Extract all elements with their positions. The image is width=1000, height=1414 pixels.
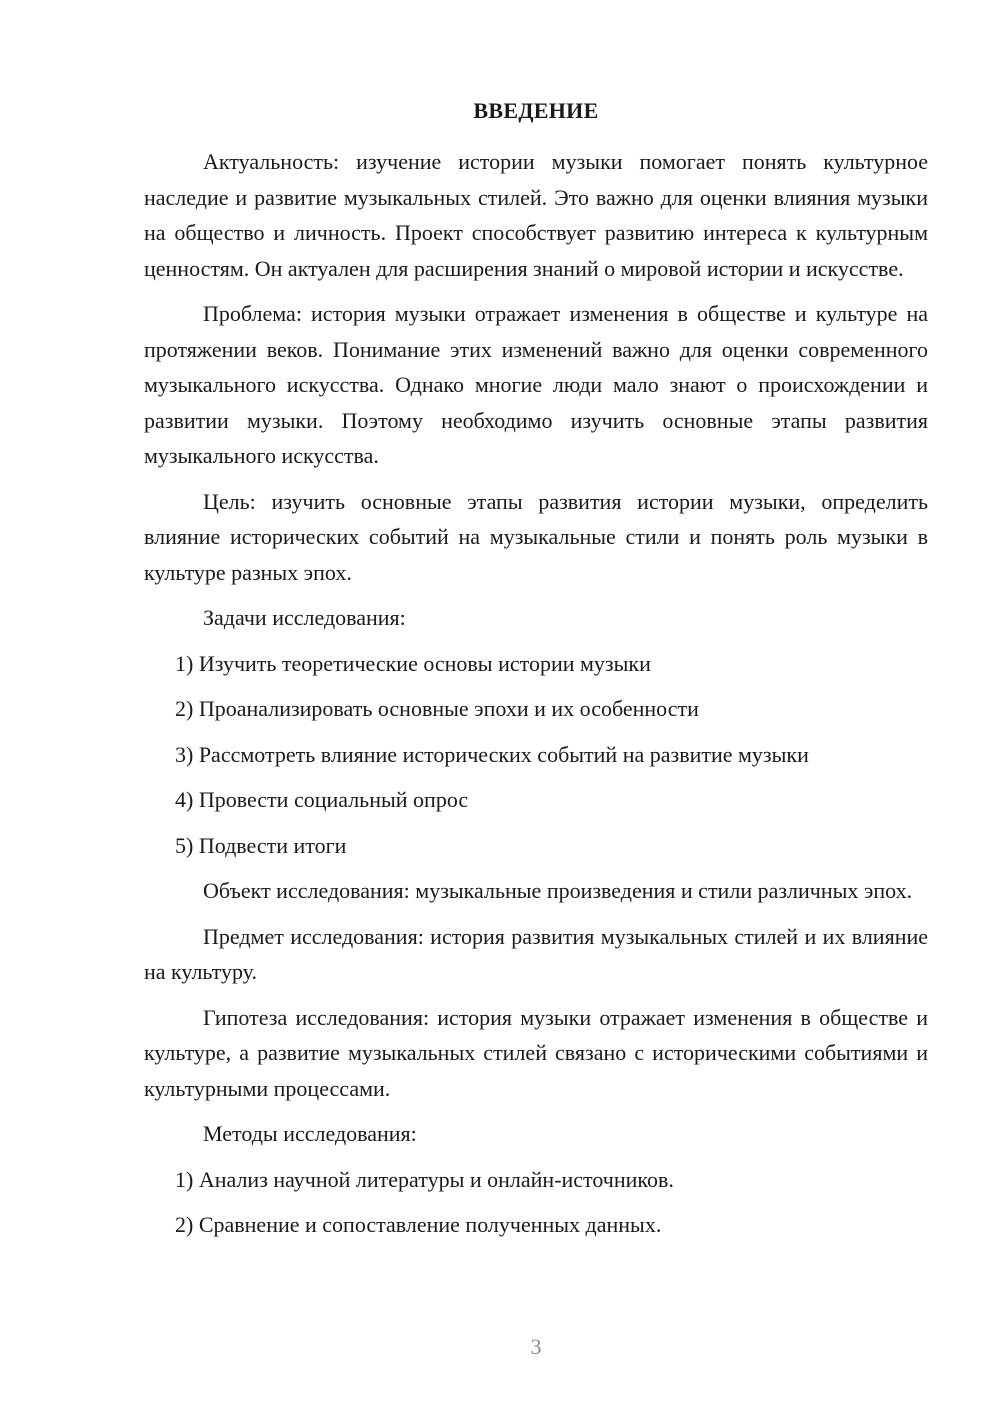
problem-paragraph: Проблема: история музыки отражает изменения в обществе и культуре на протяжении веков. Понимание этих изменений важно для оценки современного музыкального искусства. Однако многие люди мало знают о происхождении и развитии музыки. Поэтому необходимо изучить основные этапы развития музыкального искусства. bbox=[144, 301, 928, 468]
list-item: 1) Изучить теоретические основы истории музыки bbox=[175, 650, 651, 676]
list-item: 2) Сравнение и сопоставление полученных данных. bbox=[175, 1212, 662, 1237]
object-paragraph: Объект исследования: музыкальные произведения и стили различных эпох. bbox=[203, 878, 913, 903]
methods-label: Методы исследования: bbox=[203, 1121, 417, 1146]
list-item: 5) Подвести итоги bbox=[175, 832, 347, 858]
list-item: 3) Рассмотреть влияние исторических событий на развитие музыки bbox=[175, 741, 809, 767]
hypothesis-paragraph: Гипотеза исследования: история музыки отражает изменения в обществе и культуре, а развитие музыкальных стилей связано с историческими событиями и культурными процессами. bbox=[144, 1004, 928, 1101]
list-item: 4) Провести социальный опрос bbox=[175, 787, 469, 812]
list-item: 1) Анализ научной литературы и онлайн-источников. bbox=[175, 1166, 674, 1192]
list-item: 2) Проанализировать основные эпохи и их особенности bbox=[175, 696, 699, 721]
page-title: ВВЕДЕНИЕ bbox=[473, 98, 599, 123]
page-number: 3 bbox=[530, 1334, 542, 1359]
subject-paragraph: Предмет исследования: история развития музыкальных стилей и их влияние на культуру. bbox=[144, 923, 928, 984]
tasks-label: Задачи исследования: bbox=[203, 605, 406, 630]
document-body bbox=[144, 144, 928, 1243]
goal-paragraph: Цель: изучить основные этапы развития истории музыки, определить влияние исторических событий на музыкальные стили и понять роль музыки в культуре разных эпох. bbox=[144, 488, 928, 585]
tasks-list bbox=[144, 646, 928, 864]
methods-list bbox=[144, 1162, 928, 1243]
relevance-paragraph: Актуальность: изучение истории музыки помогает понять культурное наследие и развитие музыкальных стилей. Это важно для оценки влияния музыки на общество и личность. Проект способствует развитию интереса к культурным ценностям. Он актуален для расширения знаний о мировой истории и искусстве. bbox=[144, 149, 928, 281]
